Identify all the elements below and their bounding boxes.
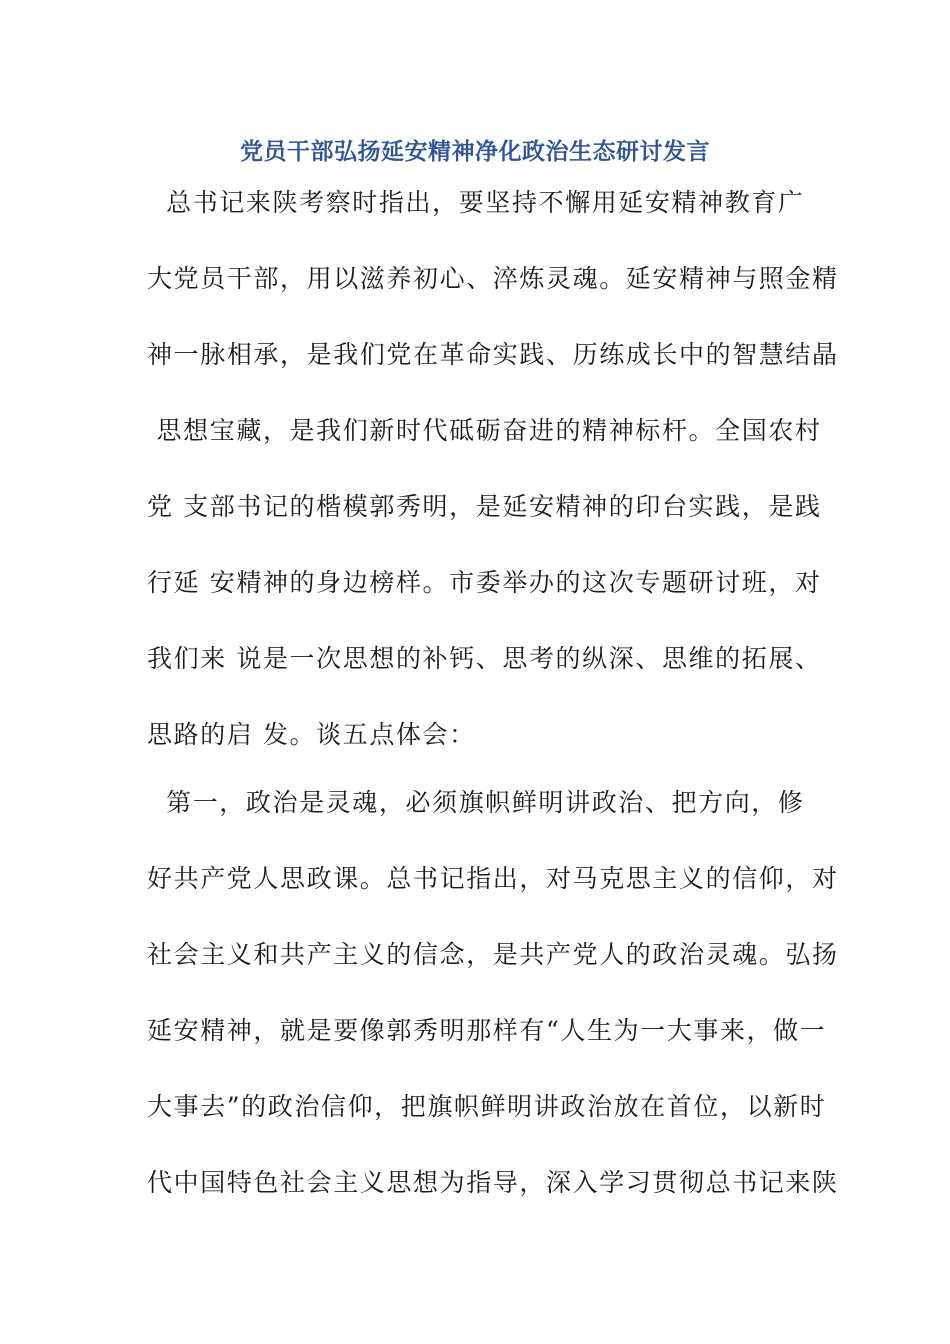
text-line: 神一脉相承，是我们党在革命实践、历练成长中的智慧结晶 (147, 340, 839, 369)
text-line: 代中国特色社会主义思想为指导，深入学习贯彻总书记来陕 (147, 1168, 839, 1197)
text-line: 思想宝藏，是我们新时代砥砺奋进的精神标杆。全国农村 (147, 416, 822, 445)
text-line: 社会主义和共产主义的信念，是共产党人的政治灵魂。弘扬 (147, 940, 839, 969)
document-title: 党员干部弘扬延安精神净化政治生态研讨发言 (240, 139, 710, 165)
text-line: 我们来 说是一次思想的补钙、思考的纵深、思维的拓展、 (147, 644, 822, 673)
text-line: 延安精神，就是要像郭秀明那样有“人生为一大事来，做一 (147, 1016, 827, 1045)
text-line: 行延 安精神的身边榜样。市委举办的这次专题研讨班，对 (147, 568, 822, 597)
text-line: 大党员干部，用以滋养初心、淬炼灵魂。延安精神与照金精 (147, 264, 839, 293)
text-line: 思路的启 发。谈五点体会： (147, 720, 476, 749)
text-line: 大事去”的政治信仰，把旗帜鲜明讲政治放在首位，以新时 (147, 1092, 827, 1121)
text-line: 总书记来陕考察时指出，要坚持不懈用延安精神教育广 (147, 188, 805, 217)
text-line: 党 支部书记的楷模郭秀明，是延安精神的印台实践，是践 (147, 492, 822, 521)
text-line: 好共产党人思政课。总书记指出，对马克思主义的信仰，对 (147, 864, 839, 893)
text-line: 第一，政治是灵魂，必须旗帜鲜明讲政治、把方向，修 (147, 788, 805, 817)
